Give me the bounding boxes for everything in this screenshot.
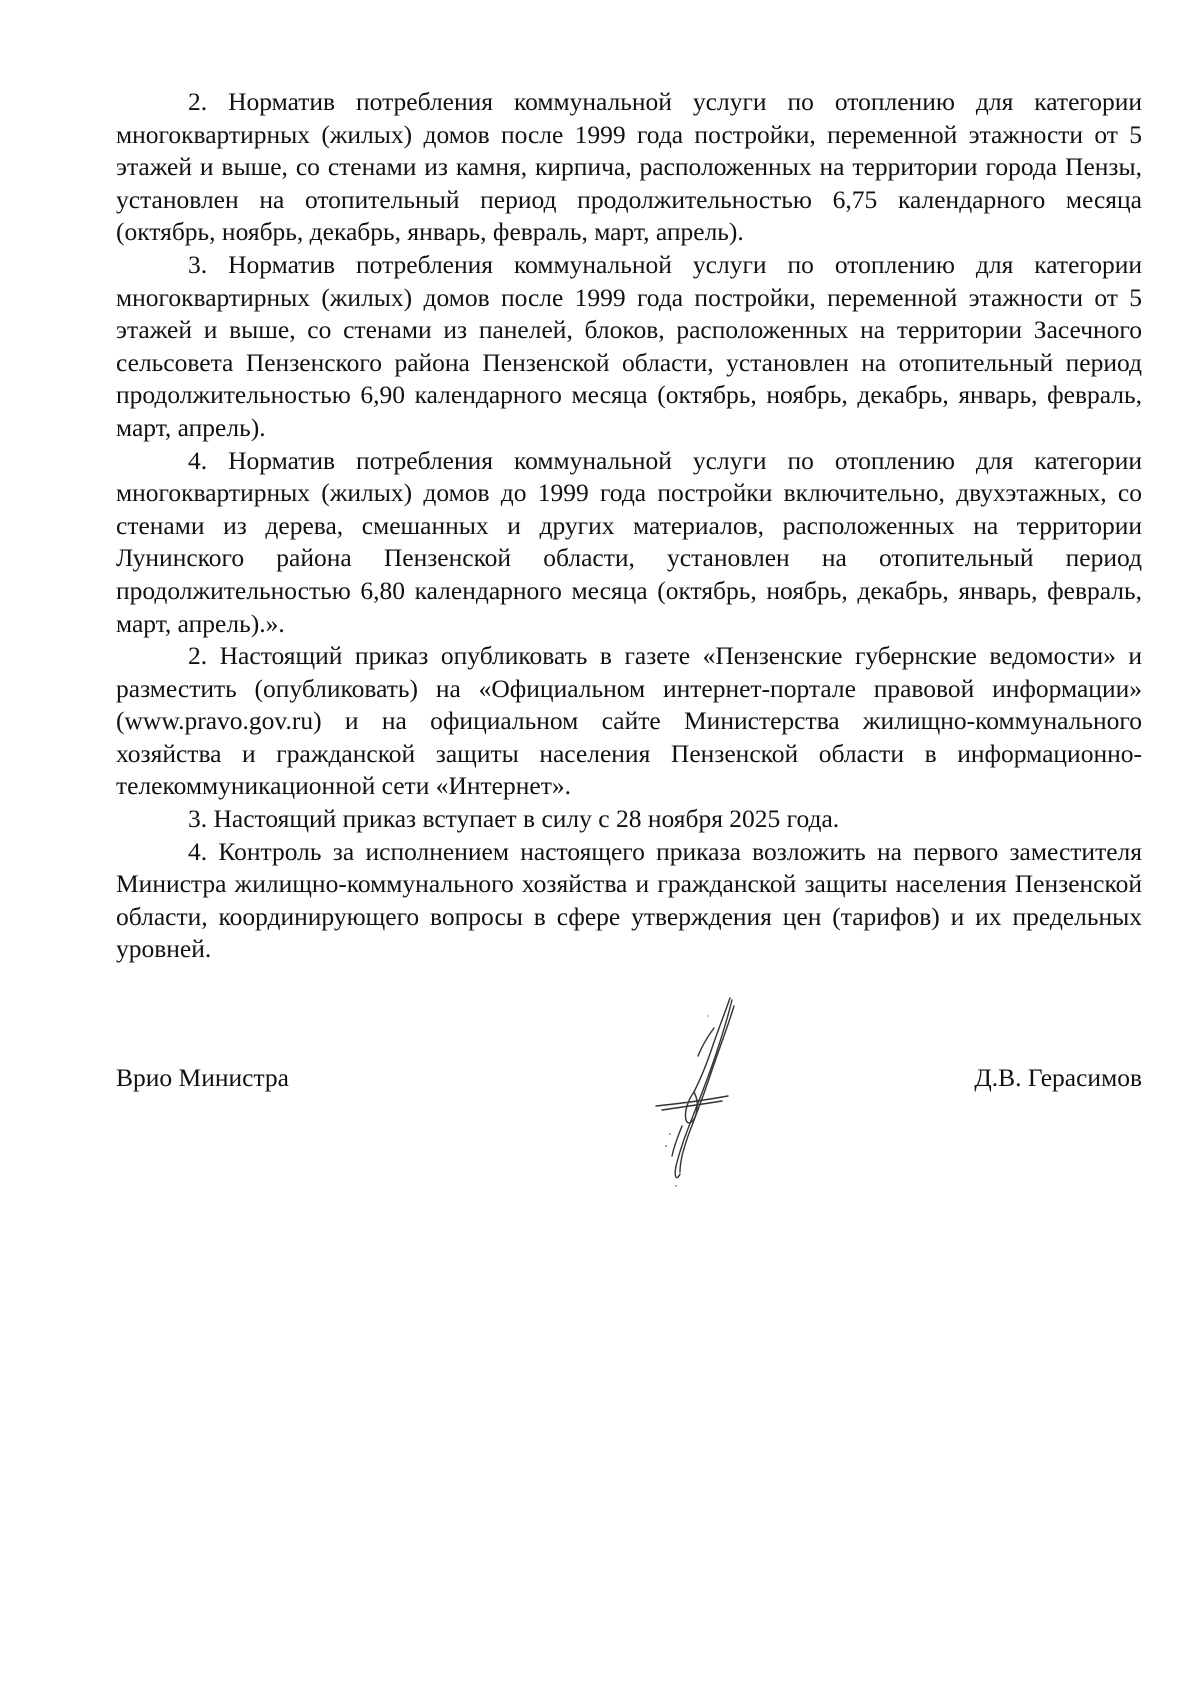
document-body	[116, 86, 1142, 966]
paragraph-heating-norm-zasechny: 3. Норматив потребления коммунальной услуги по отоплению для категории многоквартирных (жилых) домов после 1999 года постройки, переменной этажности от 5 этажей и выше, со стенами из панелей, блоков, расположенных на территории Засечного сельсовета Пензенского района Пензенской области, установлен на отопительный период продолжительностью 6,90 календарного месяца (октябрь, ноябрь, декабрь, январь, февраль, март, апрель).	[116, 249, 1142, 442]
signatory-position: Врио Министра	[116, 1063, 289, 1092]
signatory-name: Д.В. Герасимов	[974, 1063, 1142, 1092]
paragraph-heating-norm-penza: 2. Норматив потребления коммунальной услуги по отоплению для категории многоквартирных (жилых) домов после 1999 года постройки, переменной этажности от 5 этажей и выше, со стенами из камня, кирпича, расположенных на территории города Пензы, установлен на отопительный период продолжительностью 6,75 календарного месяца (октябрь, ноябрь, декабрь, январь, февраль, март, апрель).	[116, 87, 1142, 247]
paragraph-heating-norm-luninsky: 4. Норматив потребления коммунальной услуги по отоплению для категории многоквартирных (жилых) домов до 1999 года постройки включительно, двухэтажных, со стенами из дерева, смешанных и других материалов, расположенных на территории Лунинского района Пензенской области, установлен на отопительный период продолжительностью 6,80 календарного месяца (октябрь, ноябрь, декабрь, январь, февраль, март, апрель).».	[116, 445, 1142, 638]
paragraph-effective-date: 3. Настоящий приказ вступает в силу с 28 ноября 2025 года.	[188, 804, 840, 834]
handwritten-signature-icon	[636, 996, 776, 1196]
paragraph-publication: 2. Настоящий приказ опубликовать в газете «Пензенские губернские ведомости» и разместить (опубликовать) на «Официальном интернет-портале правовой информации» (www.pravo.gov.ru) и на официальном сайте Министерства жилищно-коммунального хозяйства и гражданской защиты населения Пензенской области в информационно-телекоммуникационной сети «Интернет».	[116, 641, 1142, 801]
signature-block	[116, 1062, 1142, 1192]
paragraph-control: 4. Контроль за исполнением настоящего приказа возложить на первого заместителя Министра жилищно-коммунального хозяйства и гражданской защиты населения Пензенской области, координирующего вопросы в сфере утверждения цен (тарифов) и их предельных уровней.	[116, 836, 1142, 964]
